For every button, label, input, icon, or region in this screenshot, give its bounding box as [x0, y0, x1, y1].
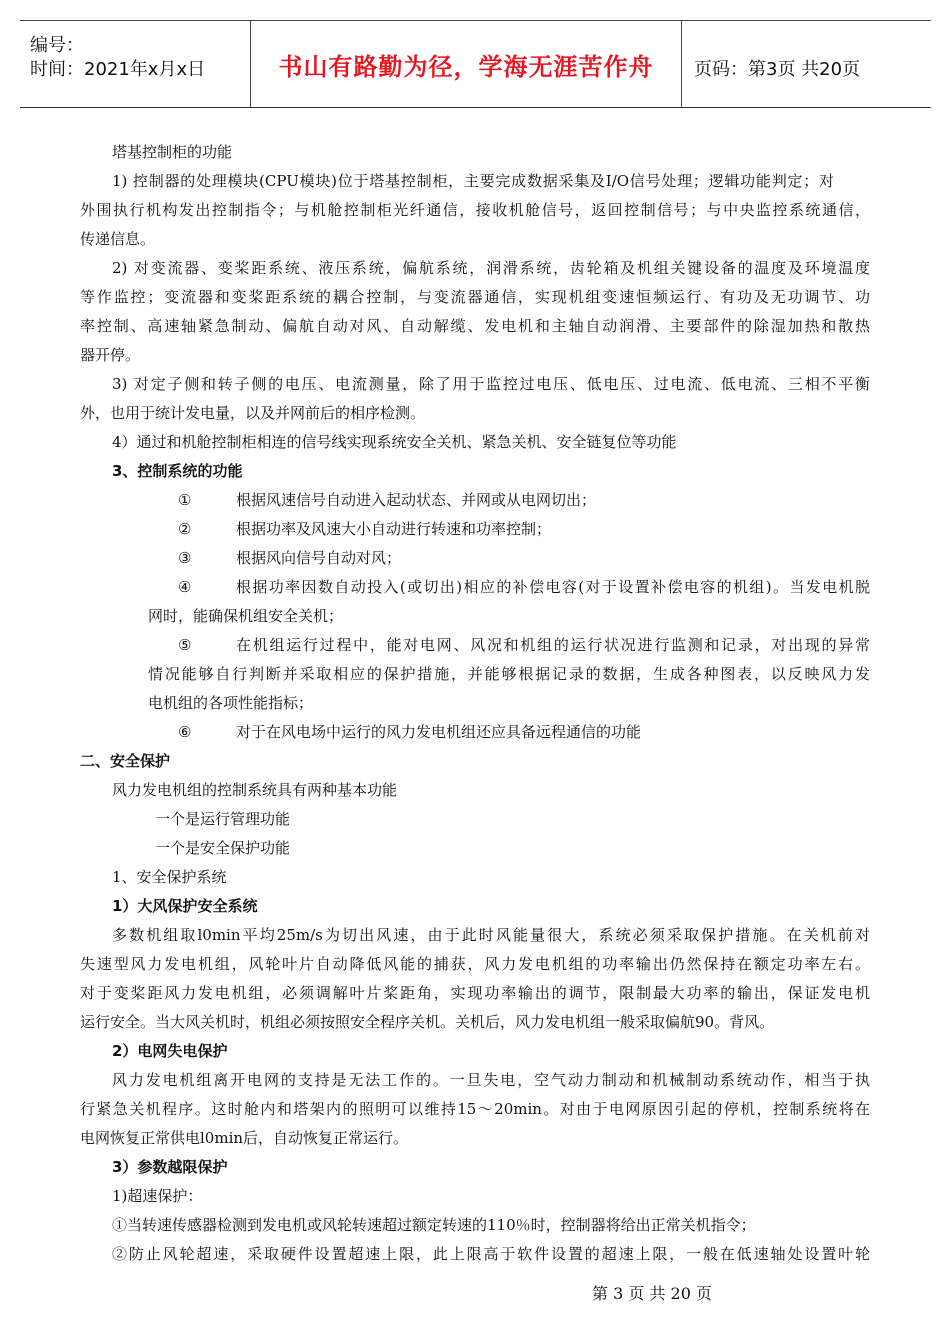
header-page-cell — [682, 21, 931, 107]
list-item: 根据功率及风速大小自动进行转速和功率控制； — [236, 520, 552, 538]
list-item: 根据功率因数自动投入(或切出)相应的补偿电容(对于设置补偿电容的机组)。当发电机脱 — [236, 578, 870, 596]
list-item: 对于在风电场中运行的风力发电机组还应具备远程通信的功能 — [236, 723, 642, 741]
body-line: 多数机组取l0min平均25m/s为切出风速，由于此时风能量很大，系统必须采取保护措施。在关机前对 — [112, 926, 870, 944]
body-line: 一个是安全保护功能 — [155, 839, 291, 857]
subsection-heading: 2）电网失电保护 — [112, 1042, 228, 1060]
section-heading: 二、安全保护 — [80, 752, 171, 770]
body-line: 一个是运行管理功能 — [155, 810, 291, 828]
paragraph-heading: 塔基控制柜的功能 — [112, 143, 233, 161]
header-page-number: 页码：第3页 共20页 — [694, 59, 861, 80]
serial-label: 编号： — [30, 35, 84, 56]
header-motto-cell — [251, 21, 682, 107]
body-line: 3) 对定子侧和转子侧的电压、电流测量，除了用于监控过电压、低电压、过电流、低电流、三相不平衡 — [112, 375, 870, 393]
list-marker: ③ — [178, 549, 192, 567]
list-marker: ① — [178, 491, 192, 509]
body-line: 传递信息。 — [80, 230, 156, 248]
list-item-continued: 情况能够自行判断并采取相应的保护措施，并能够根据记录的数据，生成各种图表，以反映风力发 — [148, 665, 870, 683]
body-line: 外围执行机构发出控制指令；与机舱控制柜光纤通信，接收机舱信号，返回控制信号；与中央监控系统通信， — [80, 201, 870, 219]
list-marker: ⑥ — [178, 723, 192, 741]
body-line: 运行安全。当大风关机时，机组必须按照安全程序关机。关机后，风力发电机组一般采取偏航90。背风。 — [80, 1013, 775, 1031]
body-line: 风力发电机组的控制系统具有两种基本功能 — [112, 781, 398, 799]
body-line: 器开停。 — [80, 346, 141, 364]
body-line: 行紧急关机程序。这时舱内和塔架内的照明可以维持15～20min。对由于电网原因引起的停机，控制系统将在 — [80, 1100, 870, 1118]
body-line: 1、安全保护系统 — [112, 868, 227, 886]
body-line: 率控制、高速轴紧急制动、偏航自动对风、自动解缆、发电机和主轴自动润滑、主要部件的除湿加热和散热 — [80, 317, 870, 335]
body-line: ①当转速传感器检测到发电机或风轮转速超过额定转速的110％时，控制器将给出正常关机指令； — [112, 1216, 756, 1234]
page-footer: 第 3 页 共 20 页 — [592, 1284, 712, 1303]
body-line: 外，也用于统计发电量，以及并网前后的相序检测。 — [80, 404, 426, 422]
list-marker: ④ — [178, 578, 192, 596]
time-label: 时间：2021年x月x日 — [30, 59, 206, 80]
section-heading: 3、控制系统的功能 — [112, 462, 243, 480]
list-item: 根据风向信号自动对风； — [236, 549, 402, 567]
motto-text: 书山有路勤为径，学海无涯苦作舟 — [278, 53, 654, 81]
body-line: 风力发电机组离开电网的支持是无法工作的。一旦失电，空气动力制动和机械制动系统动作，相当于执 — [112, 1071, 870, 1089]
body-line: 对于变桨距风力发电机组，必须调解叶片桨距角，实现功率输出的调节，限制最大功率的输出，保证发电机 — [80, 984, 870, 1002]
page-header — [20, 20, 931, 108]
body-line: 失速型风力发电机组，风轮叶片自动降低风能的捕获，风力发电机组的功率输出仍然保持在额定功率左右。 — [80, 955, 870, 973]
body-line: ②防止风轮超速，采取硬件设置超速上限，此上限高于软件设置的超速上限，一般在低速轴处设置叶轮 — [112, 1245, 870, 1263]
body-line: 1) 控制器的处理模块(CPU模块)位于塔基控制柜，主要完成数据采集及I/O信号处理；逻辑功能判定；对 — [112, 172, 834, 190]
list-marker: ⑤ — [178, 636, 192, 654]
body-line: 等作监控；变流器和变桨距系统的耦合控制，与变流器通信，实现机组变速恒频运行、有功及无功调节、功 — [80, 288, 870, 306]
subsection-heading: 3）参数越限保护 — [112, 1158, 228, 1176]
list-item: 在机组运行过程中，能对电网、风况和机组的运行状况进行监测和记录，对出现的异常 — [236, 636, 870, 654]
list-item-continued: 电机组的各项性能指标； — [148, 694, 314, 712]
header-meta-cell — [20, 21, 251, 107]
body-line: 2) 对变流器、变桨距系统、液压系统，偏航系统，润滑系统，齿轮箱及机组关键设备的温度及环境温度 — [112, 259, 870, 277]
body-line: 1)超速保护： — [112, 1187, 203, 1205]
list-marker: ② — [178, 520, 192, 538]
body-line: 电网恢复正常供电l0min后，自动恢复正常运行。 — [80, 1129, 409, 1147]
subsection-heading: 1）大风保护安全系统 — [112, 897, 258, 915]
list-item: 根据风速信号自动进入起动状态、并网或从电网切出； — [236, 491, 597, 509]
list-item-continued: 网时，能确保机组安全关机； — [148, 607, 344, 625]
body-line: 4）通过和机舱控制柜相连的信号线实现系统安全关机、紧急关机、安全链复位等功能 — [112, 433, 677, 451]
